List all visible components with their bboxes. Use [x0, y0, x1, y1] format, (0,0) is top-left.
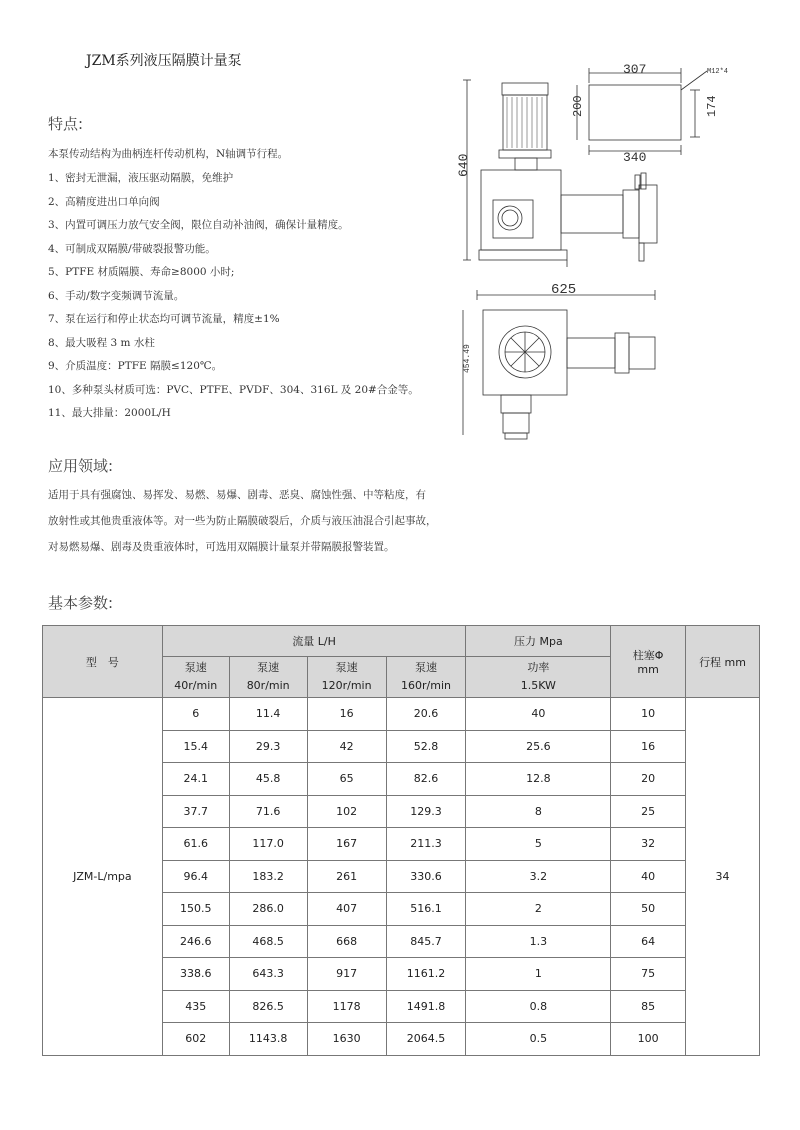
header-pressure: 压力 Mpa	[466, 626, 611, 657]
table-cell: 1.3	[466, 925, 611, 958]
table-cell: 516.1	[386, 893, 466, 926]
table-cell: 643.3	[229, 958, 307, 991]
table-cell: 10	[611, 698, 686, 731]
table-cell: 3.2	[466, 860, 611, 893]
table-cell: 1161.2	[386, 958, 466, 991]
application-line: 放射性或其他贵重液体等。对一些为防止隔膜破裂后，介质与液压油混合引起事故，	[48, 515, 437, 527]
table-row	[43, 698, 760, 731]
header-power: 功率 1.5KW	[466, 657, 611, 698]
table-cell: 435	[162, 990, 229, 1023]
table-cell: 20.6	[386, 698, 466, 731]
feature-item: 2、高精度进出口单向阀	[48, 195, 160, 208]
pump-head	[639, 185, 657, 243]
table-cell: 246.6	[162, 925, 229, 958]
header-plunger: 柱塞Φ mm	[611, 626, 686, 698]
table-cell: 82.6	[386, 763, 466, 796]
table-cell: 61.6	[162, 828, 229, 861]
header-flow: 流量 L/H	[162, 626, 466, 657]
table-cell: 330.6	[386, 860, 466, 893]
motor-body	[503, 95, 547, 150]
table-cell: 96.4	[162, 860, 229, 893]
table-cell: 338.6	[162, 958, 229, 991]
table-cell: 0.8	[466, 990, 611, 1023]
feature-item: 5、PTFE 材质隔膜、寿命≥8000 小时;	[48, 266, 235, 278]
base-plate-outline	[589, 85, 681, 140]
application-heading: 应用领域:	[48, 457, 114, 475]
table-cell: 407	[307, 893, 386, 926]
table-cell: 150.5	[162, 893, 229, 926]
table-cell: 24.1	[162, 763, 229, 796]
table-cell: 211.3	[386, 828, 466, 861]
header-stroke: 行程 mm	[686, 626, 760, 698]
table-cell: 42	[307, 730, 386, 763]
table-cell: 1143.8	[229, 1023, 307, 1056]
table-cell: 261	[307, 860, 386, 893]
table-cell: 0.5	[466, 1023, 611, 1056]
header-speed-120: 泵速 120r/min	[307, 657, 386, 698]
features-heading: 特点:	[48, 115, 84, 133]
table-cell: 29.3	[229, 730, 307, 763]
header-model: 型 号	[43, 626, 163, 698]
feature-item: 3、内置可调压力放气安全阀，限位自动补油阀，确保计量精度。	[48, 219, 349, 231]
table-cell: 183.2	[229, 860, 307, 893]
header-speed-40: 泵速 40r/min	[162, 657, 229, 698]
motor-top	[502, 83, 548, 95]
table-cell: 1630	[307, 1023, 386, 1056]
header-speed-160: 泵速 160r/min	[386, 657, 466, 698]
model-cell: JZM-L/mpa	[43, 698, 163, 1056]
feature-item: 4、可制成双隔膜/带破裂报警功能。	[48, 242, 216, 255]
table-cell: 286.0	[229, 893, 307, 926]
pump-technical-drawing	[445, 55, 775, 445]
table-cell: 65	[307, 763, 386, 796]
features-intro: 本泵传动结构为曲柄连杆传动机构，N轴调节行程。	[48, 148, 289, 160]
application-line: 对易燃易爆、剧毒及贵重液体时，可选用双隔膜计量泵并带隔膜报警装置。	[48, 541, 395, 553]
table-cell: 468.5	[229, 925, 307, 958]
table-cell: 1178	[307, 990, 386, 1023]
table-cell: 12.8	[466, 763, 611, 796]
dim-340: 340	[623, 150, 647, 165]
table-cell: 50	[611, 893, 686, 926]
feature-item: 10、多种泵头材质可选：PVC、PTFE、PVDF、304、316L 及 20#合金等。	[48, 383, 419, 396]
table-cell: 826.5	[229, 990, 307, 1023]
table-cell: 32	[611, 828, 686, 861]
feature-item: 1、密封无泄漏，液压驱动隔膜，免维护	[48, 172, 234, 184]
table-cell: 167	[307, 828, 386, 861]
table-cell: 100	[611, 1023, 686, 1056]
params-heading: 基本参数:	[48, 594, 114, 612]
table-cell: 129.3	[386, 795, 466, 828]
dim-640: 640	[456, 153, 471, 177]
table-cell: 16	[307, 698, 386, 731]
feature-item: 11、最大排量：2000L/H	[48, 407, 171, 419]
feature-item: 8、最大吸程 3 m 水柱	[48, 336, 155, 349]
table-cell: 1491.8	[386, 990, 466, 1023]
table-cell: 602	[162, 1023, 229, 1056]
page-title: JZM系列液压隔膜计量泵	[86, 53, 242, 69]
table-cell: 75	[611, 958, 686, 991]
stroke-cell: 34	[686, 698, 760, 1056]
table-cell: 20	[611, 763, 686, 796]
table-cell: 85	[611, 990, 686, 1023]
table-cell: 11.4	[229, 698, 307, 731]
dim-200: 200	[571, 95, 585, 117]
feature-item: 6、手动/数字变频调节流量。	[48, 289, 185, 302]
parameters-table	[42, 625, 760, 1056]
table-cell: 2064.5	[386, 1023, 466, 1056]
table-cell: 102	[307, 795, 386, 828]
table-cell: 64	[611, 925, 686, 958]
table-cell: 668	[307, 925, 386, 958]
table-cell: 117.0	[229, 828, 307, 861]
table-cell: 16	[611, 730, 686, 763]
table-cell: 2	[466, 893, 611, 926]
table-cell: 40	[611, 860, 686, 893]
feature-item: 9、介质温度：PTFE 隔膜≤120℃。	[48, 360, 223, 372]
feature-item: 7、泵在运行和停止状态均可调节流量，精度±1%	[48, 313, 280, 325]
table-cell: 71.6	[229, 795, 307, 828]
table-cell: 25.6	[466, 730, 611, 763]
table-cell: 1	[466, 958, 611, 991]
dim-m12: M12*4	[707, 68, 729, 76]
application-line: 适用于具有强腐蚀、易挥发、易燃、易爆、剧毒、恶臭、腐蚀性强、中等粘度，有	[48, 489, 426, 501]
table-cell: 52.8	[386, 730, 466, 763]
table-cell: 25	[611, 795, 686, 828]
header-speed-80: 泵速 80r/min	[229, 657, 307, 698]
table-cell: 8	[466, 795, 611, 828]
dim-174: 174	[705, 95, 719, 117]
table-cell: 40	[466, 698, 611, 731]
table-cell: 845.7	[386, 925, 466, 958]
table-cell: 45.8	[229, 763, 307, 796]
table-cell: 37.7	[162, 795, 229, 828]
table-cell: 15.4	[162, 730, 229, 763]
table-cell: 6	[162, 698, 229, 731]
table-cell: 917	[307, 958, 386, 991]
table-cell: 5	[466, 828, 611, 861]
dim-307: 307	[623, 62, 647, 77]
dim-625: 625	[551, 282, 577, 298]
dim-side: 454.49	[463, 344, 472, 373]
top-pump-head	[629, 337, 655, 369]
